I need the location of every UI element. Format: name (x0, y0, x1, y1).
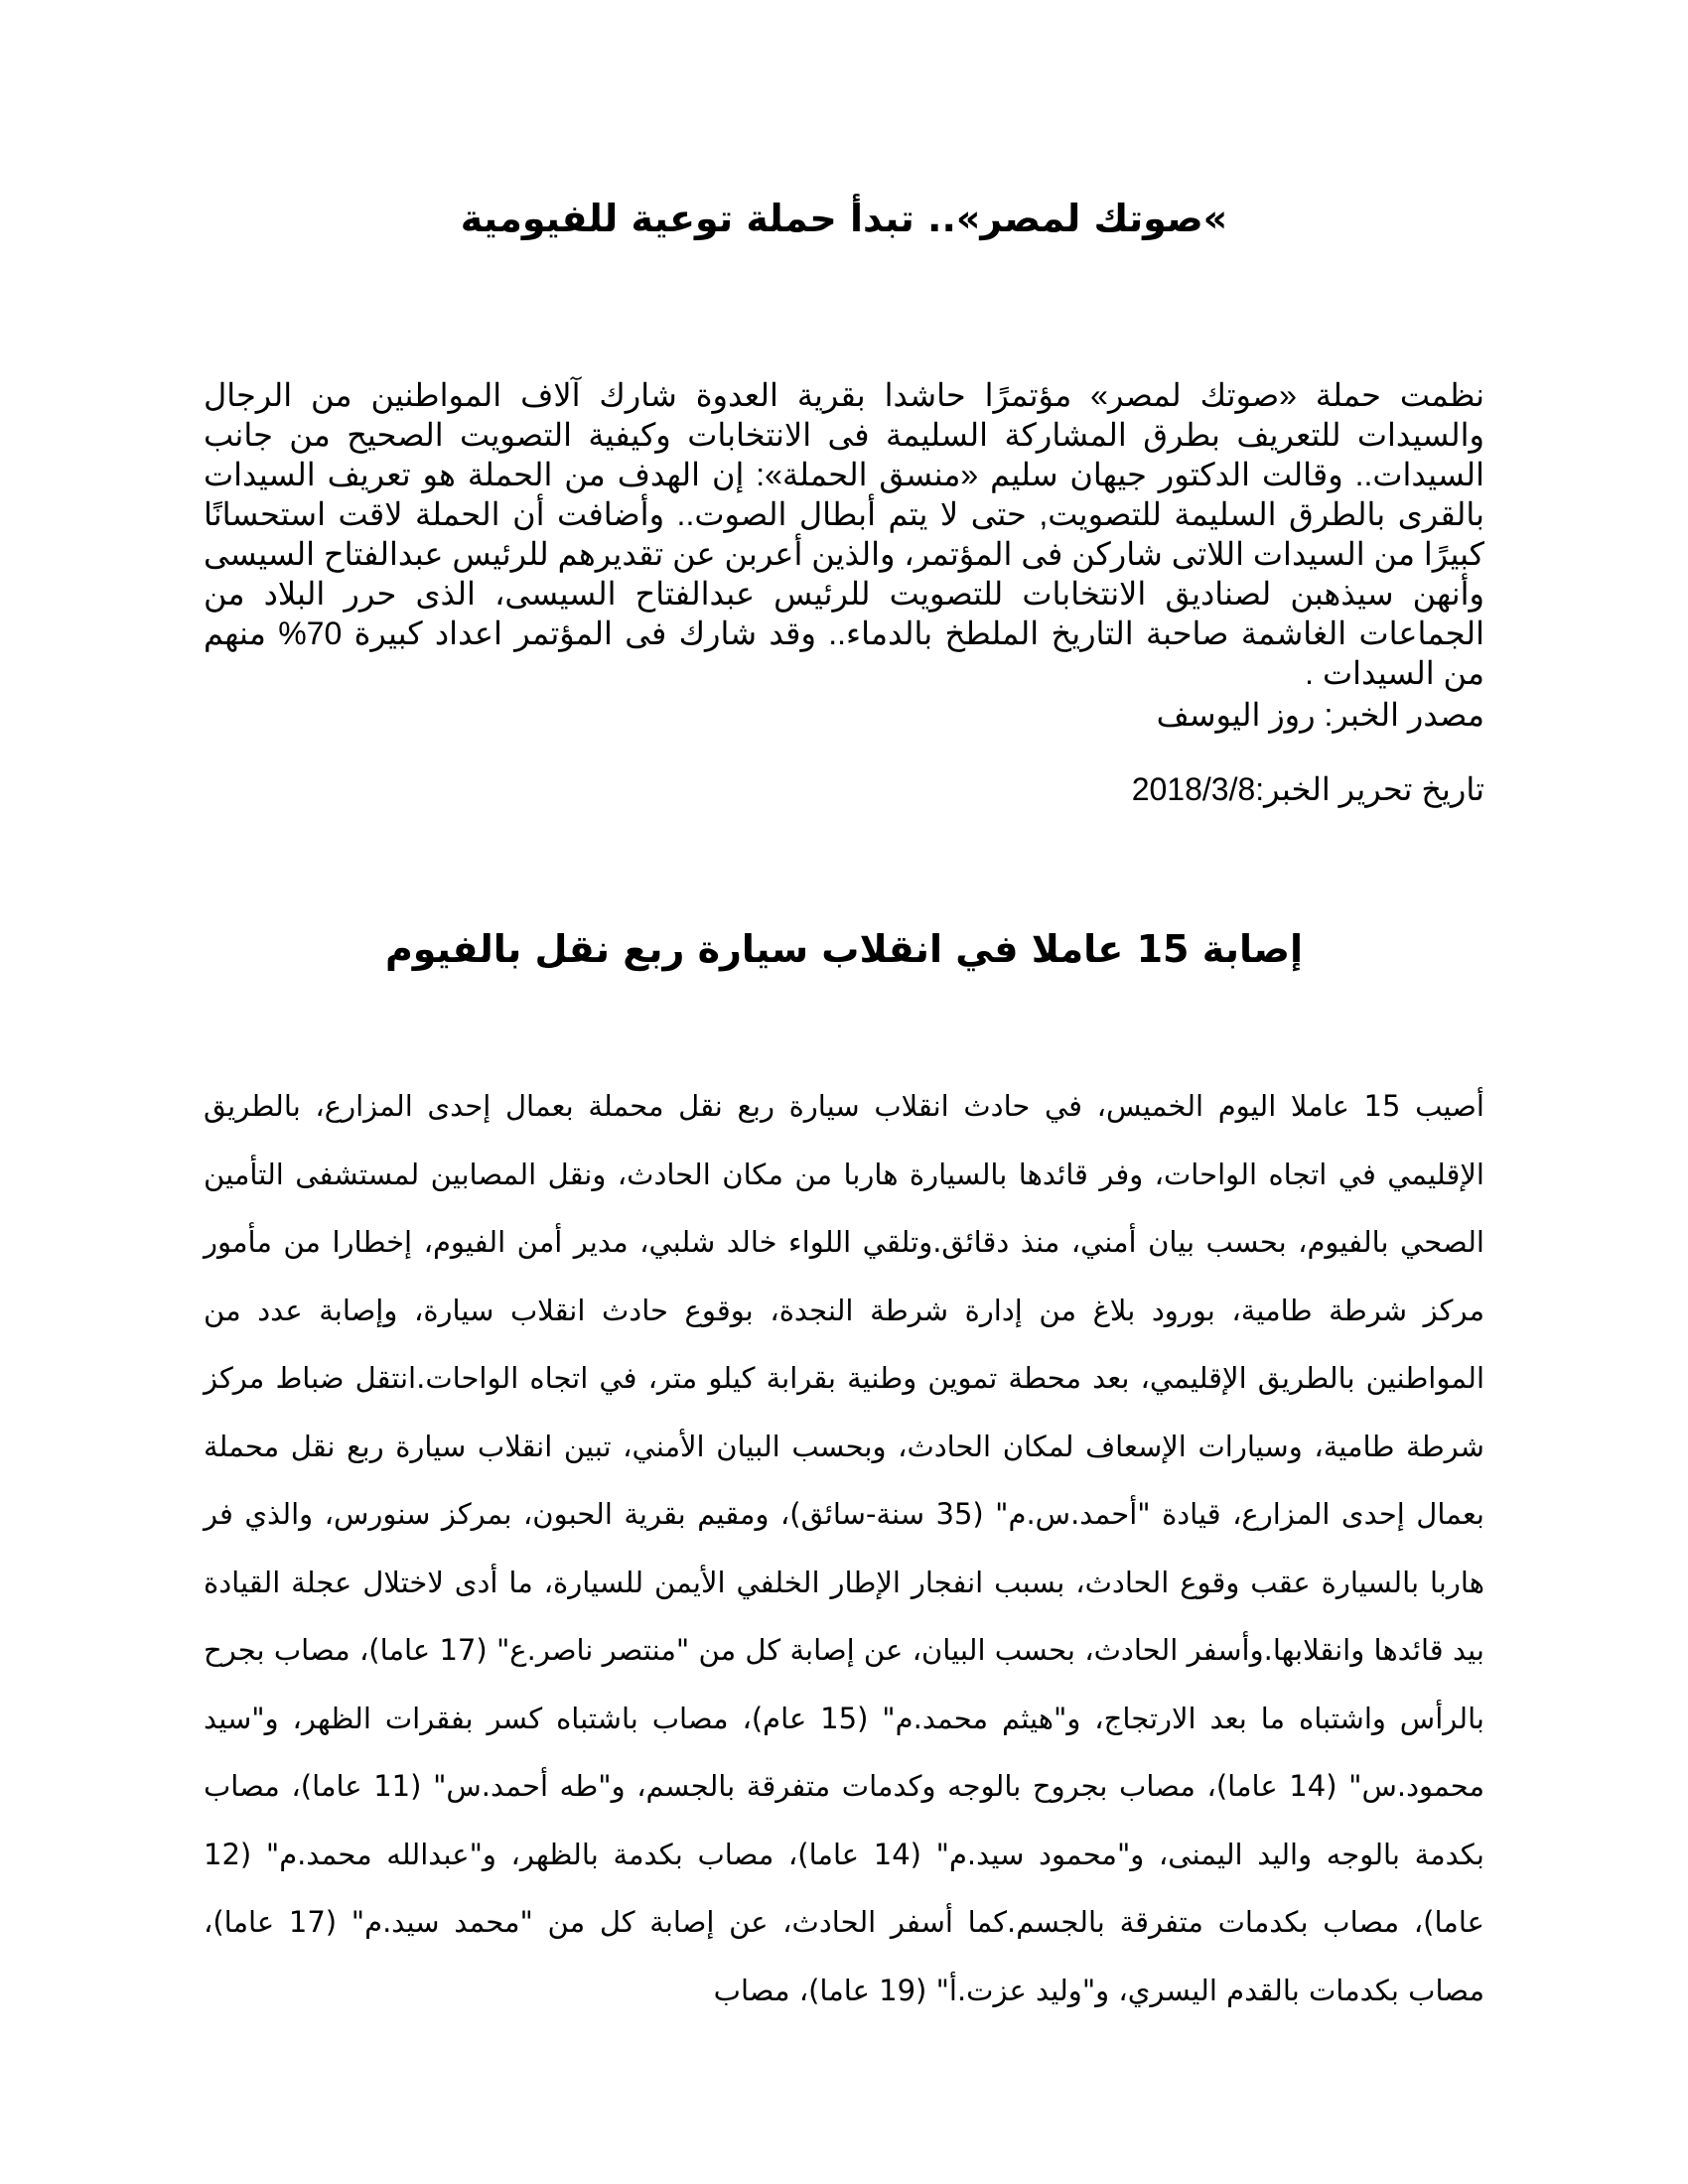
document-page (204, 0, 1484, 2184)
article1-source: مصدر الخبر: روز اليوسف (1156, 697, 1484, 733)
article2-body: أصيب 15 عاملا اليوم الخميس، في حادث انقلاب سيارة ربع نقل محملة بعمال إحدى المزارع، بالطريق الإقليمي في اتجاه الواحات، وفر قائدها بالسيارة هاربا من مكان الحادث، ونقل المصابين لمستشفى التأمين الصحي بالفيوم، بحسب بيان أمني، منذ دقائق.وتلقي اللواء خالد شلبي، مدير أمن الفيوم، إخطارا من مأمور مركز شرطة طامية، بورود بلاغ من إدارة شرطة النجدة، بوقوع حادث انقلاب سيارة، وإصابة عدد من المواطنين بالطريق الإقليمي، بعد محطة تموين وطنية بقرابة كيلو متر، في اتجاه الواحات.انتقل ضباط مركز شرطة طامية، وسيارات الإسعاف لمكان الحادث، وبحسب البيان الأمني، تبين انقلاب سيارة ربع نقل محملة بعمال إحدى المزارع، قيادة "أحمد.س.م" (35 سنة-سائق)، ومقيم بقرية الحبون، بمركز سنورس، والذي فر هاربا بالسيارة عقب وقوع الحادث، بسبب انفجار الإطار الخلفي الأيمن للسيارة، ما أدى لاختلال عجلة القيادة بيد قائدها وانقلابها.وأسفر الحادث، بحسب البيان، عن إصابة كل من "منتصر ناصر.ع" (17 عاما)، مصاب بجرح بالرأس واشتباه ما بعد الارتجاج، و"هيثم محمد.م" (15 عام)، مصاب باشتباه كسر بفقرات الظهر، و"سيد محمود.س" (14 عاما)، مصاب بجروح بالوجه وكدمات متفرقة بالجسم، و"طه أحمد.س" (11 عاما)، مصاب بكدمة بالوجه واليد اليمنى، و"محمود سيد.م" (14 عاما)، مصاب بكدمة بالظهر، و"عبدالله محمد.م" (12 عاما)، مصاب بكدمات متفرقة بالجسم.كما أسفر الحادث، عن إصابة كل من "محمد سيد.م" (17 عاما)، مصاب بكدمات بالقدم اليسري، و"وليد عزت.أ" (19 عاما)، مصاب (204, 1089, 1485, 2007)
article1-body (204, 375, 1484, 693)
article1-title: »صوتك لمصر».. تبدأ حملة توعية للفيومية (460, 197, 1228, 240)
article1-date: تاريخ تحرير الخبر:2018/3/8 (1131, 771, 1484, 807)
article1-paragraph: نظمت حملة «صوتك لمصر» مؤتمرًا حاشدا بقرية العدوة شارك آلاف المواطنين من الرجال والسيدات للتعريف بطرق المشاركة السليمة فى الانتخابات وكيفية التصويت الصحيح من جانب السيدات.. وقالت الدكتور جيهان سليم «منسق الحملة»: إن الهدف من الحملة هو تعريف السيدات بالقرى بالطرق السليمة للتصويت, حتى لا يتم أبطال الصوت.. وأضافت أن الحملة لاقت استحسانًا كبيرًا من السيدات اللاتى شاركن فى المؤتمر، والذين أعربن عن تقديرهم للرئيس عبدالفتاح السيسى وأنهن سيذهبن لصناديق الانتخابات للتصويت للرئيس عبدالفتاح السيسى، الذى حرر البلاد من الجماعات الغاشمة صاحبة التاريخ الملطخ بالدماء.. وقد شارك فى المؤتمر اعداد كبيرة 70% منهم من السيدات . (204, 377, 1485, 691)
article2-title: إصابة 15 عاملا في انقلاب سيارة ربع نقل بالفيوم (384, 927, 1304, 971)
